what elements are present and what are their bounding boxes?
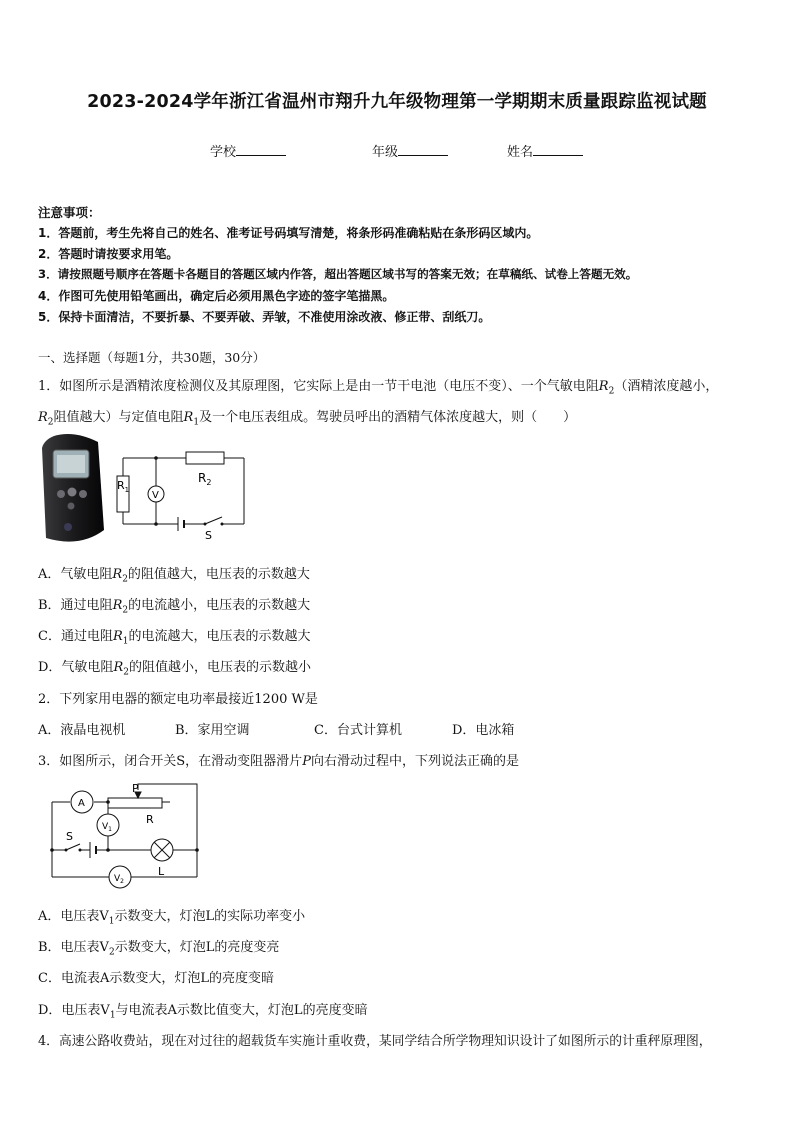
option-text: B．电压表V: [38, 940, 109, 955]
q1-option-d[interactable]: [38, 656, 311, 678]
option-text: A．气敏电阻: [38, 567, 113, 582]
option-text: 的电流越大，电压表的示数越大: [128, 629, 311, 644]
voltmeter-label: V: [152, 490, 159, 501]
note-item: 1．答题前，考生先将自己的姓名、准考证号码填写清楚，将条形码准确粘贴在条形码区域内。: [38, 226, 539, 240]
breathalyzer-device-image: [40, 432, 106, 546]
q2-option-b[interactable]: B．家用空调: [175, 723, 250, 738]
rheostat-r: [108, 798, 162, 808]
q3-stem: [38, 750, 519, 769]
q1-var: R: [38, 410, 48, 425]
q1-sub: 2: [608, 386, 615, 397]
option-sub: 2: [123, 667, 129, 678]
grade-label: 年级: [372, 145, 399, 160]
option-sub: 2: [108, 947, 115, 958]
q3-option-b[interactable]: [38, 936, 279, 958]
option-sub: 1: [109, 1010, 116, 1021]
page-title: 2023-2024学年浙江省温州市翔升九年级物理第一学期期末质量跟踪监视试题: [87, 92, 707, 112]
q2-stem: 2．下列家用电器的额定电功率最接近1200 W是: [38, 692, 318, 707]
q1-text: 1．如图所示是酒精浓度检测仪及其原理图，它实际上是由一节干电池（电压不变）、一个气敏电阻: [38, 379, 599, 394]
note-item: 2．答题时请按要求用笔。: [38, 247, 179, 261]
option-text: C．电流表A示数变大，灯泡L的亮度变暗: [38, 971, 274, 986]
option-text: C．通过电阻: [38, 629, 113, 644]
q3-option-c[interactable]: [38, 967, 274, 986]
name-label: 姓名: [507, 145, 534, 160]
q1-option-b[interactable]: [38, 594, 310, 616]
q1-circuit-diagram: [110, 446, 255, 542]
q1-option-c[interactable]: [38, 625, 311, 647]
option-text: A．电压表V: [38, 909, 109, 924]
option-var: R: [112, 598, 123, 613]
option-text: 的阻值越小，电压表的示数越小: [128, 660, 311, 675]
q1-text: （酒精浓度越小，: [614, 379, 719, 394]
option-text: B．通过电阻: [38, 598, 113, 613]
q4-stem: 4．高速公路收费站，现在对过往的超载货车实施计重收费，某同学结合所学物理知识设计了如图所示的计重秤原理图，: [38, 1034, 712, 1049]
grade-field: [372, 141, 448, 160]
q2-option-a[interactable]: A．液晶电视机: [38, 723, 126, 738]
option-var: R: [112, 629, 123, 644]
q3-text: 向右滑动过程中，下列说法正确的是: [310, 754, 519, 769]
option-text: D．电压表V: [38, 1003, 110, 1018]
q2-option-c[interactable]: C．台式计算机: [314, 723, 402, 738]
option-sub: 1: [108, 916, 115, 927]
q3-var: P: [302, 754, 311, 769]
q3-option-d[interactable]: [38, 999, 368, 1021]
ammeter-label: A: [78, 798, 85, 809]
q1-var: R: [183, 410, 194, 425]
q1-text: 阻值越大）与定值电阻: [53, 410, 184, 425]
r1-label: $R_1$: [117, 479, 130, 494]
grade-blank[interactable]: [398, 143, 448, 156]
name-field: [507, 141, 583, 160]
rheostat-label: R: [146, 813, 154, 826]
q3-circuit-diagram: [40, 780, 210, 892]
option-var: R: [113, 660, 124, 675]
q1-text: 及一个电压表组成。驾驶员呼出的酒精气体浓度越大，则（ ）: [199, 410, 577, 425]
resistor-r2: [186, 452, 224, 464]
option-var: R: [112, 567, 123, 582]
school-blank[interactable]: [236, 143, 286, 156]
v2-label: $V_2$: [114, 874, 124, 885]
r2-label: $R_2$: [198, 471, 212, 487]
lamp-l-label: L: [158, 865, 165, 878]
option-text: D．气敏电阻: [38, 660, 114, 675]
v1-label: $V_1$: [102, 822, 112, 833]
option-sub: 2: [122, 605, 129, 616]
section-heading: 一、选择题（每题1分，共30题，30分）: [38, 350, 266, 365]
q1-option-a[interactable]: [38, 563, 310, 585]
switch-s-label: S: [66, 830, 73, 843]
slider-p-label: P: [132, 782, 139, 795]
option-text: 的阻值越大，电压表的示数越大: [127, 567, 310, 582]
name-blank[interactable]: [533, 143, 583, 156]
q3-text: 3．如图所示，闭合开关S，在滑动变阻器滑片: [38, 754, 303, 769]
note-item: 4．作图可先使用铅笔画出，确定后必须用黑色字迹的签字笔描黑。: [38, 289, 395, 303]
note-item: 5．保持卡面清洁，不要折暴、不要弄破、弄皱，不准使用涂改液、修正带、刮纸刀。: [38, 310, 491, 324]
notes-heading: 注意事项：: [38, 205, 101, 220]
school-label: 学校: [210, 145, 237, 160]
option-sub: 2: [122, 574, 128, 585]
school-field: [210, 141, 286, 160]
q2-option-d[interactable]: D．电冰箱: [452, 723, 515, 738]
q1-var: R: [598, 379, 609, 394]
q1-sub: 2: [47, 417, 54, 428]
option-text: 的电流越小，电压表的示数越大: [128, 598, 311, 613]
option-text: 示数变大，灯泡L的实际功率变小: [114, 909, 306, 924]
switch-label: S: [205, 529, 212, 542]
option-text: 示数变大，灯泡L的亮度变亮: [114, 940, 280, 955]
note-item: 3．请按照题号顺序在答题卡各题目的答题区域内作答，超出答题区域书写的答案无效；在草稿纸、试卷上答题无效。: [38, 267, 638, 281]
q1-sub: 1: [193, 417, 200, 428]
q3-option-a[interactable]: [38, 905, 305, 927]
q1-stem-line2: [38, 406, 576, 428]
option-text: 与电流表A示数比值变大，灯泡L的亮度变暗: [115, 1003, 368, 1018]
q1-stem-line1: [38, 375, 718, 397]
option-sub: 1: [122, 636, 129, 647]
